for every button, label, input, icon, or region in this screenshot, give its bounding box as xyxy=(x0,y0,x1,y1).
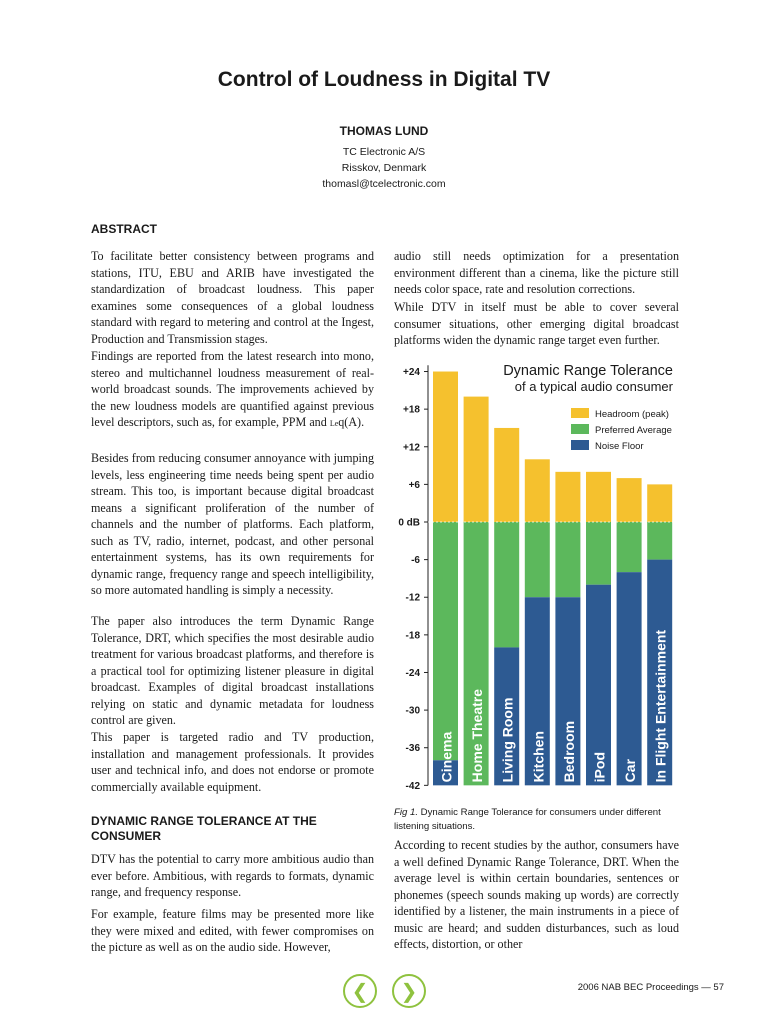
y-tick-label: -12 xyxy=(405,592,420,604)
figure-label: Fig 1. xyxy=(394,807,418,818)
bar-headroom-7 xyxy=(647,484,672,522)
bar-headroom-4 xyxy=(555,472,580,522)
category-label: Kitchen xyxy=(530,730,547,783)
col2-paragraph-1: audio still needs optimization for a presentation environment different than a cinema, like the picture still needs color space, rate and resolution corrections. xyxy=(394,249,679,296)
section-heading xyxy=(91,814,376,844)
bar-headroom-2 xyxy=(494,428,519,522)
section-heading-line-2: CONSUMER xyxy=(91,829,162,843)
section-heading-line-1: DYNAMIC RANGE TOLERANCE AT THE xyxy=(91,814,317,828)
next-page-button[interactable] xyxy=(392,974,426,1008)
col2-paragraph-2: While DTV in itself must be able to cover several consumer situations, other emerging digital broadcast platforms widen the dynamic range target even further. xyxy=(394,300,679,347)
category-label: Home Theatre xyxy=(469,688,486,783)
author-location: Risskov, Denmark xyxy=(341,162,427,174)
abstract-paragraph-2: Findings are reported from the latest research into mono, stereo and multichannel loudness measurement of real-world broadcast sounds. The improvements achieved by the new loudness models are quantified against previous level descriptors, such as, for example, PPM and Leq(A). xyxy=(91,349,374,429)
abstract-paragraph-4: The paper also introduces the term Dynamic Range Tolerance, DRT, which specifies the most desirable audio treatment for various broadcast platforms, and therefore is a practical tool for optimizing listener pleasure in digital broadcast. Examples of digital broadcast installations relying on static and dynamic metadata for loudness control are given. xyxy=(91,614,374,727)
category-label: Living Room xyxy=(499,697,516,783)
category-label: Bedroom xyxy=(560,720,577,783)
drt-chart xyxy=(390,358,688,792)
author-name: THOMAS LUND xyxy=(339,124,429,138)
y-tick-label: -30 xyxy=(405,705,420,717)
legend-swatch-1 xyxy=(571,424,589,434)
chart-subtitle: of a typical audio consumer xyxy=(514,379,673,394)
prev-page-button[interactable] xyxy=(343,974,377,1008)
legend-label-0: Headroom (peak) xyxy=(595,409,669,420)
col2-paragraph-3: According to recent studies by the author, consumers have a well defined Dynamic Range Tolerance, DRT. When the average level is within certain boundaries, sentences or phonemes (speech sounds making up words) are correctly identified by a listener, the main instruments in a piece of music are heard; and sudden disturbances, such as loud effects, distortion, or other xyxy=(394,838,679,951)
abstract-paragraph-5: This paper is targeted radio and TV production, installation and management professionals. It provides user and technical info, and does not endorse or promote commercially available equipment. xyxy=(91,730,374,794)
y-tick-label: -42 xyxy=(405,780,420,792)
paper-title: Control of Loudness in Digital TV xyxy=(217,68,551,91)
chart-title: Dynamic Range Tolerance xyxy=(503,363,673,379)
page-footer: 2006 NAB BEC Proceedings — 57 xyxy=(577,982,724,993)
chevron-left-icon: ❮ xyxy=(351,979,369,1003)
section-paragraph-1: DTV has the potential to carry more ambitious audio than ever before. Ambitious, with regards to formats, dynamic range, and frequency response. xyxy=(91,852,374,899)
bar-preferred-2 xyxy=(494,522,519,647)
category-label: iPod xyxy=(591,751,608,783)
bar-headroom-3 xyxy=(525,459,550,522)
figure-caption-text: Dynamic Range Tolerance for consumers under different listening situations. xyxy=(394,807,661,832)
y-tick-label: +24 xyxy=(403,367,420,379)
chevron-right-icon: ❯ xyxy=(400,979,418,1003)
legend-label-2: Noise Floor xyxy=(595,441,644,452)
legend-swatch-2 xyxy=(571,440,589,450)
section-paragraph-2: For example, feature films may be presented more like they were mixed and edited, with fewer compromises on the picture as well as on the audio side. However, xyxy=(91,907,374,954)
y-tick-label: +18 xyxy=(403,404,420,416)
abstract-paragraph-3: Besides from reducing consumer annoyance with jumping levels, less engineering time needs being spent per audio stream. This too, is important because digital broadcast means a significant proliferation of the number of channels and the number of platforms. Each platform, such as TV, radio, internet, podcast, and other personal entertainment systems, has its own requirements for dynamic range, frequency range and speech intelligibility, so more automated handling is simply a necessity. xyxy=(91,451,374,597)
y-tick-label: 0 dB xyxy=(398,517,420,529)
bar-preferred-5 xyxy=(586,522,611,585)
figure-caption xyxy=(394,806,684,834)
category-label: Car xyxy=(622,758,639,783)
author-affiliation: TC Electronic A/S xyxy=(342,146,426,158)
author-email: thomasl@tcelectronic.com xyxy=(322,178,446,190)
y-tick-label: +12 xyxy=(403,442,420,454)
category-label: In Flight Entertainment xyxy=(652,629,669,783)
bar-headroom-6 xyxy=(617,478,642,522)
abstract-paragraph-1: To facilitate better consistency between programs and stations, ITU, EBU and ARIB have investigated the standardization of broadcast loudness. This paper examines some consequences of a global loudness standard with regard to metering and control at the Ingest, Production and Transmission stages. xyxy=(91,249,374,346)
bar-preferred-7 xyxy=(647,522,672,560)
bar-preferred-3 xyxy=(525,522,550,597)
category-label: Cinema xyxy=(438,731,455,783)
y-tick-label: -6 xyxy=(411,555,420,567)
legend-swatch-0 xyxy=(571,408,589,418)
y-tick-label: +6 xyxy=(408,479,420,491)
bar-headroom-1 xyxy=(464,397,489,522)
abstract-heading: ABSTRACT xyxy=(91,222,157,236)
bar-noise-floor-6 xyxy=(617,572,642,785)
bar-preferred-6 xyxy=(617,522,642,572)
bar-preferred-4 xyxy=(555,522,580,597)
legend-label-1: Preferred Average xyxy=(595,425,672,436)
leq-subscript: Le xyxy=(329,419,339,428)
y-tick-label: -36 xyxy=(405,743,420,755)
y-tick-label: -24 xyxy=(405,667,420,679)
bar-headroom-5 xyxy=(586,472,611,522)
bar-headroom-0 xyxy=(433,372,458,522)
y-tick-label: -18 xyxy=(405,630,420,642)
bar-preferred-0 xyxy=(433,522,458,760)
